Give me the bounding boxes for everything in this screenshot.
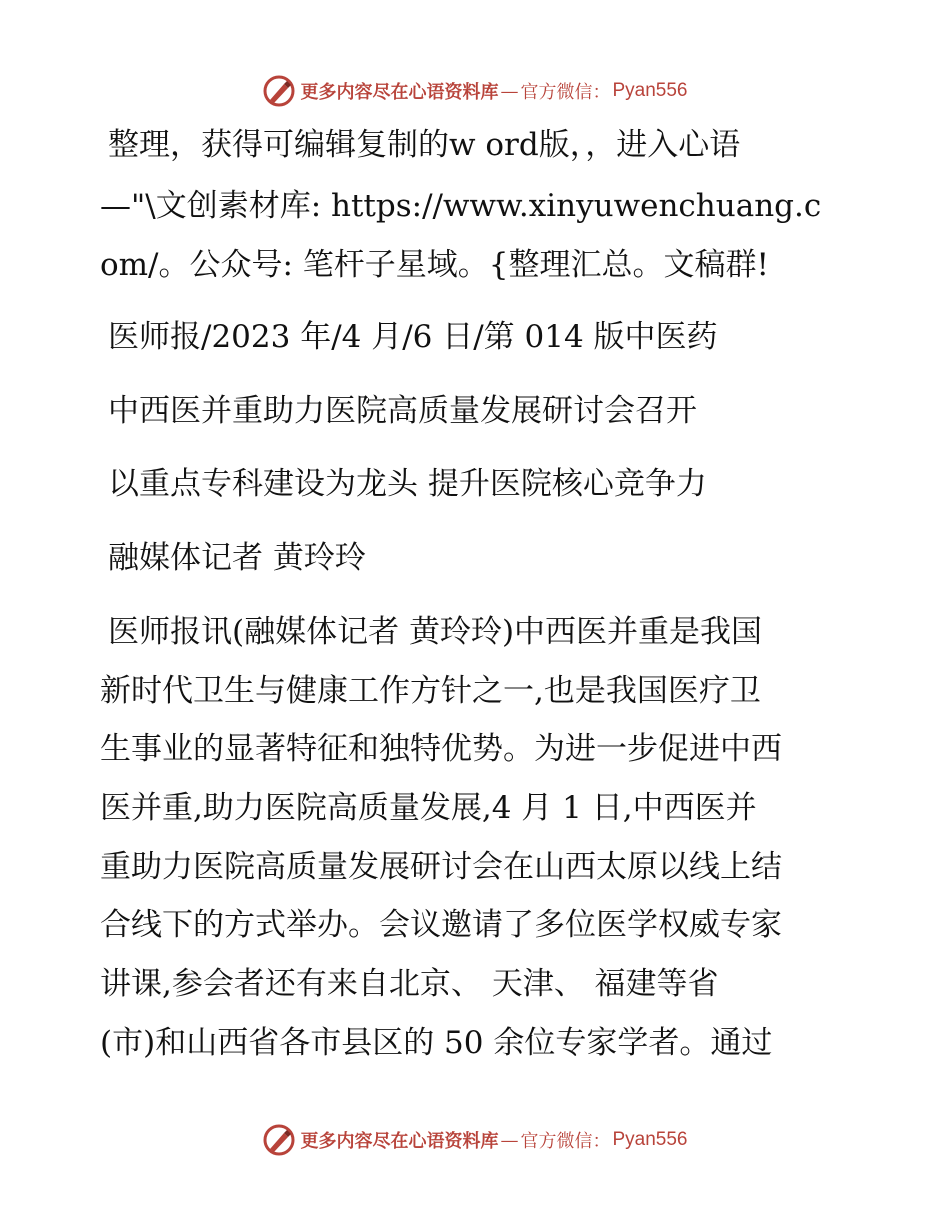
subheadline: 以重点专科建设为龙头 提升医院核心竞争力 (108, 466, 707, 502)
body-line: 生事业的显著特征和独特优势。为进一步促进中西 (100, 731, 782, 767)
body-line: 医师报讯(融媒体记者 黄玲玲)中西医并重是我国 (108, 614, 763, 650)
header-note-line-2: —"\文创素材库: https://www.xinyuwenchuang.c (100, 188, 822, 224)
watermark-official-label: 官方微信： (520, 82, 611, 103)
body-line: 讲课,参会者还有来自北京、 天津、 福建等省 (100, 966, 719, 1002)
watermark-official-label: 官方微信： (520, 1131, 611, 1152)
watermark-wechat-id: Pyan556 (612, 80, 688, 101)
body-line: 合线下的方式举办。会议邀请了多位医学权威专家 (100, 907, 782, 943)
headline: 中西医并重助力医院高质量发展研讨会召开 (108, 393, 697, 429)
source-line: 医师报/2023 年/4 月/6 日/第 014 版中医药 (108, 319, 718, 355)
byline: 融媒体记者 黄玲玲 (108, 540, 366, 576)
body-line: 医并重,助力医院高质量发展,4 月 1 日,中西医并 (100, 790, 757, 826)
watermark-dash: — (500, 1129, 519, 1151)
watermark-site-text: 更多内容尽在心语资料库 (300, 82, 499, 103)
watermark-dash: — (500, 80, 519, 102)
body-line: 新时代卫生与健康工作方针之一,也是我国医疗卫 (100, 673, 761, 709)
body-line: 重助力医院高质量发展研讨会在山西太原以线上结 (100, 849, 782, 885)
footer-watermark (0, 1120, 950, 1160)
watermark-site-text: 更多内容尽在心语资料库 (300, 1131, 499, 1152)
header-note-line-3: om/。公众号: 笔杆子星域。{整理汇总。文稿群! (100, 247, 769, 283)
watermark-wechat-id: Pyan556 (612, 1129, 688, 1150)
body-line: (市)和山西省各市县区的 50 余位专家学者。通过 (100, 1025, 773, 1061)
pen-logo-icon (262, 1123, 296, 1157)
header-note-line-1: 整理，获得可编辑复制的w ord版，，进入心语 (108, 127, 741, 163)
